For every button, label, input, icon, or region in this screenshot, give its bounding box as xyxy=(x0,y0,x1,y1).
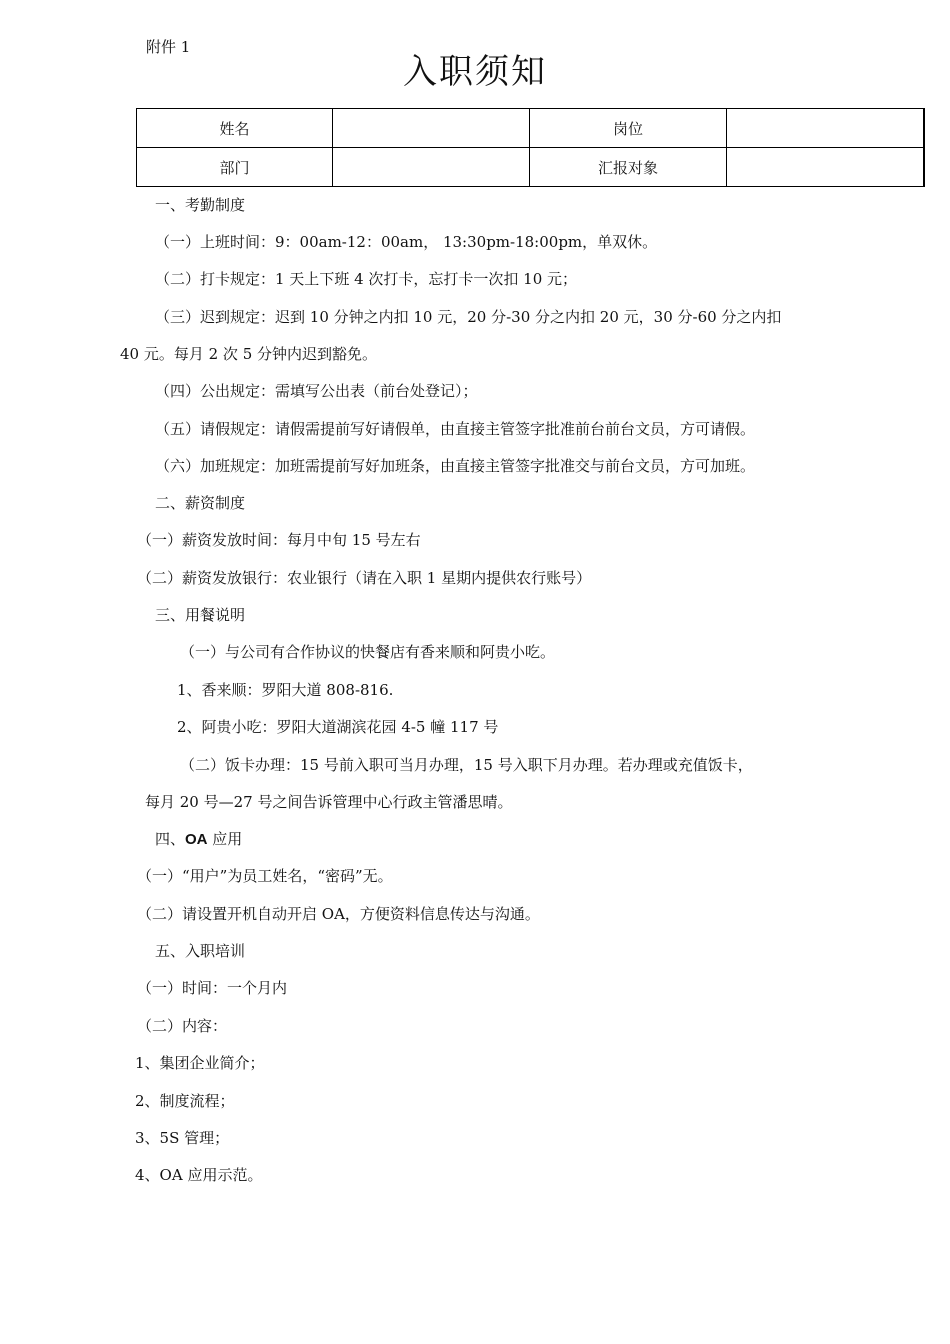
training-item-2: （二）内容： xyxy=(137,1017,228,1035)
department-label: 部门 xyxy=(137,148,333,187)
employee-info-table xyxy=(136,108,925,187)
training-content-4: 4、OA 应用示范。 xyxy=(135,1166,263,1184)
salary-item-1: （一）薪资发放时间：每月中旬 15 号左右 xyxy=(137,531,421,549)
document-title: 入职须知 xyxy=(403,52,547,92)
oa-heading-bold: OA xyxy=(185,831,208,848)
training-content-1: 1、集团企业简介； xyxy=(135,1054,265,1072)
attendance-item-1: （一）上班时间：9：00am-12：00am， 13:30pm-18:00pm，单双休。 xyxy=(155,233,658,251)
meals-heading: 三、用餐说明 xyxy=(155,606,246,624)
attendance-item-4: （四）公出规定：需填写公出表（前台处登记）； xyxy=(155,382,478,400)
attendance-item-6: （六）加班规定：加班需提前写好加班条，由直接主管签字批准交与前台文员，方可加班。 xyxy=(155,457,756,475)
training-content-3: 3、5S 管理； xyxy=(135,1129,230,1147)
training-content-2: 2、制度流程； xyxy=(135,1092,235,1110)
department-value[interactable] xyxy=(333,148,530,187)
table-row xyxy=(137,109,924,148)
meals-item-2a: （二）饭卡办理：15 号前入职可当月办理，15 号入职下月办理。若办理或充值饭卡， xyxy=(180,756,753,774)
attendance-item-3b: 40 元。每月 2 次 5 分钟内迟到豁免。 xyxy=(120,345,378,363)
attendance-item-5: （五）请假规定：请假需提前写好请假单，由直接主管签字批准前台前台文员，方可请假。 xyxy=(155,420,756,438)
oa-heading xyxy=(155,829,242,850)
report-to-value[interactable] xyxy=(727,148,924,187)
attachment-label: 附件 1 xyxy=(146,38,191,56)
oa-item-2: （二）请设置开机自动开启 OA，方便资料信息传达与沟通。 xyxy=(137,905,540,923)
attendance-item-2: （二）打卡规定：1 天上下班 4 次打卡，忘打卡一次扣 10 元； xyxy=(155,270,578,288)
name-value[interactable] xyxy=(333,109,530,148)
oa-heading-suffix: 应用 xyxy=(207,830,243,848)
attendance-heading: 一、考勤制度 xyxy=(155,196,246,214)
position-label: 岗位 xyxy=(530,109,727,148)
meals-shop-1: 1、香来顺：罗阳大道 808-816. xyxy=(177,681,394,699)
training-heading: 五、入职培训 xyxy=(155,942,246,960)
meals-item-1: （一）与公司有合作协议的快餐店有香来顺和阿贵小吃。 xyxy=(180,643,556,661)
salary-heading: 二、薪资制度 xyxy=(155,494,246,512)
table-row xyxy=(137,148,924,187)
name-label: 姓名 xyxy=(137,109,333,148)
training-item-1: （一）时间：一个月内 xyxy=(137,979,288,997)
oa-item-1: （一）“用户”为员工姓名，“密码”无。 xyxy=(137,867,393,885)
meals-item-2b: 每月 20 号—27 号之间告诉管理中心行政主管潘思晴。 xyxy=(145,793,513,811)
attendance-item-3a: （三）迟到规定：迟到 10 分钟之内扣 10 元，20 分-30 分之内扣 20 元，30 分-60 分之内扣 xyxy=(155,308,782,326)
oa-heading-prefix: 四、 xyxy=(155,830,186,848)
salary-item-2: （二）薪资发放银行：农业银行（请在入职 1 星期内提供农行账号） xyxy=(137,569,592,587)
report-to-label: 汇报对象 xyxy=(530,148,727,187)
position-value[interactable] xyxy=(727,109,924,148)
meals-shop-2: 2、阿贵小吃：罗阳大道湖滨花园 4-5 幢 117 号 xyxy=(177,718,499,736)
